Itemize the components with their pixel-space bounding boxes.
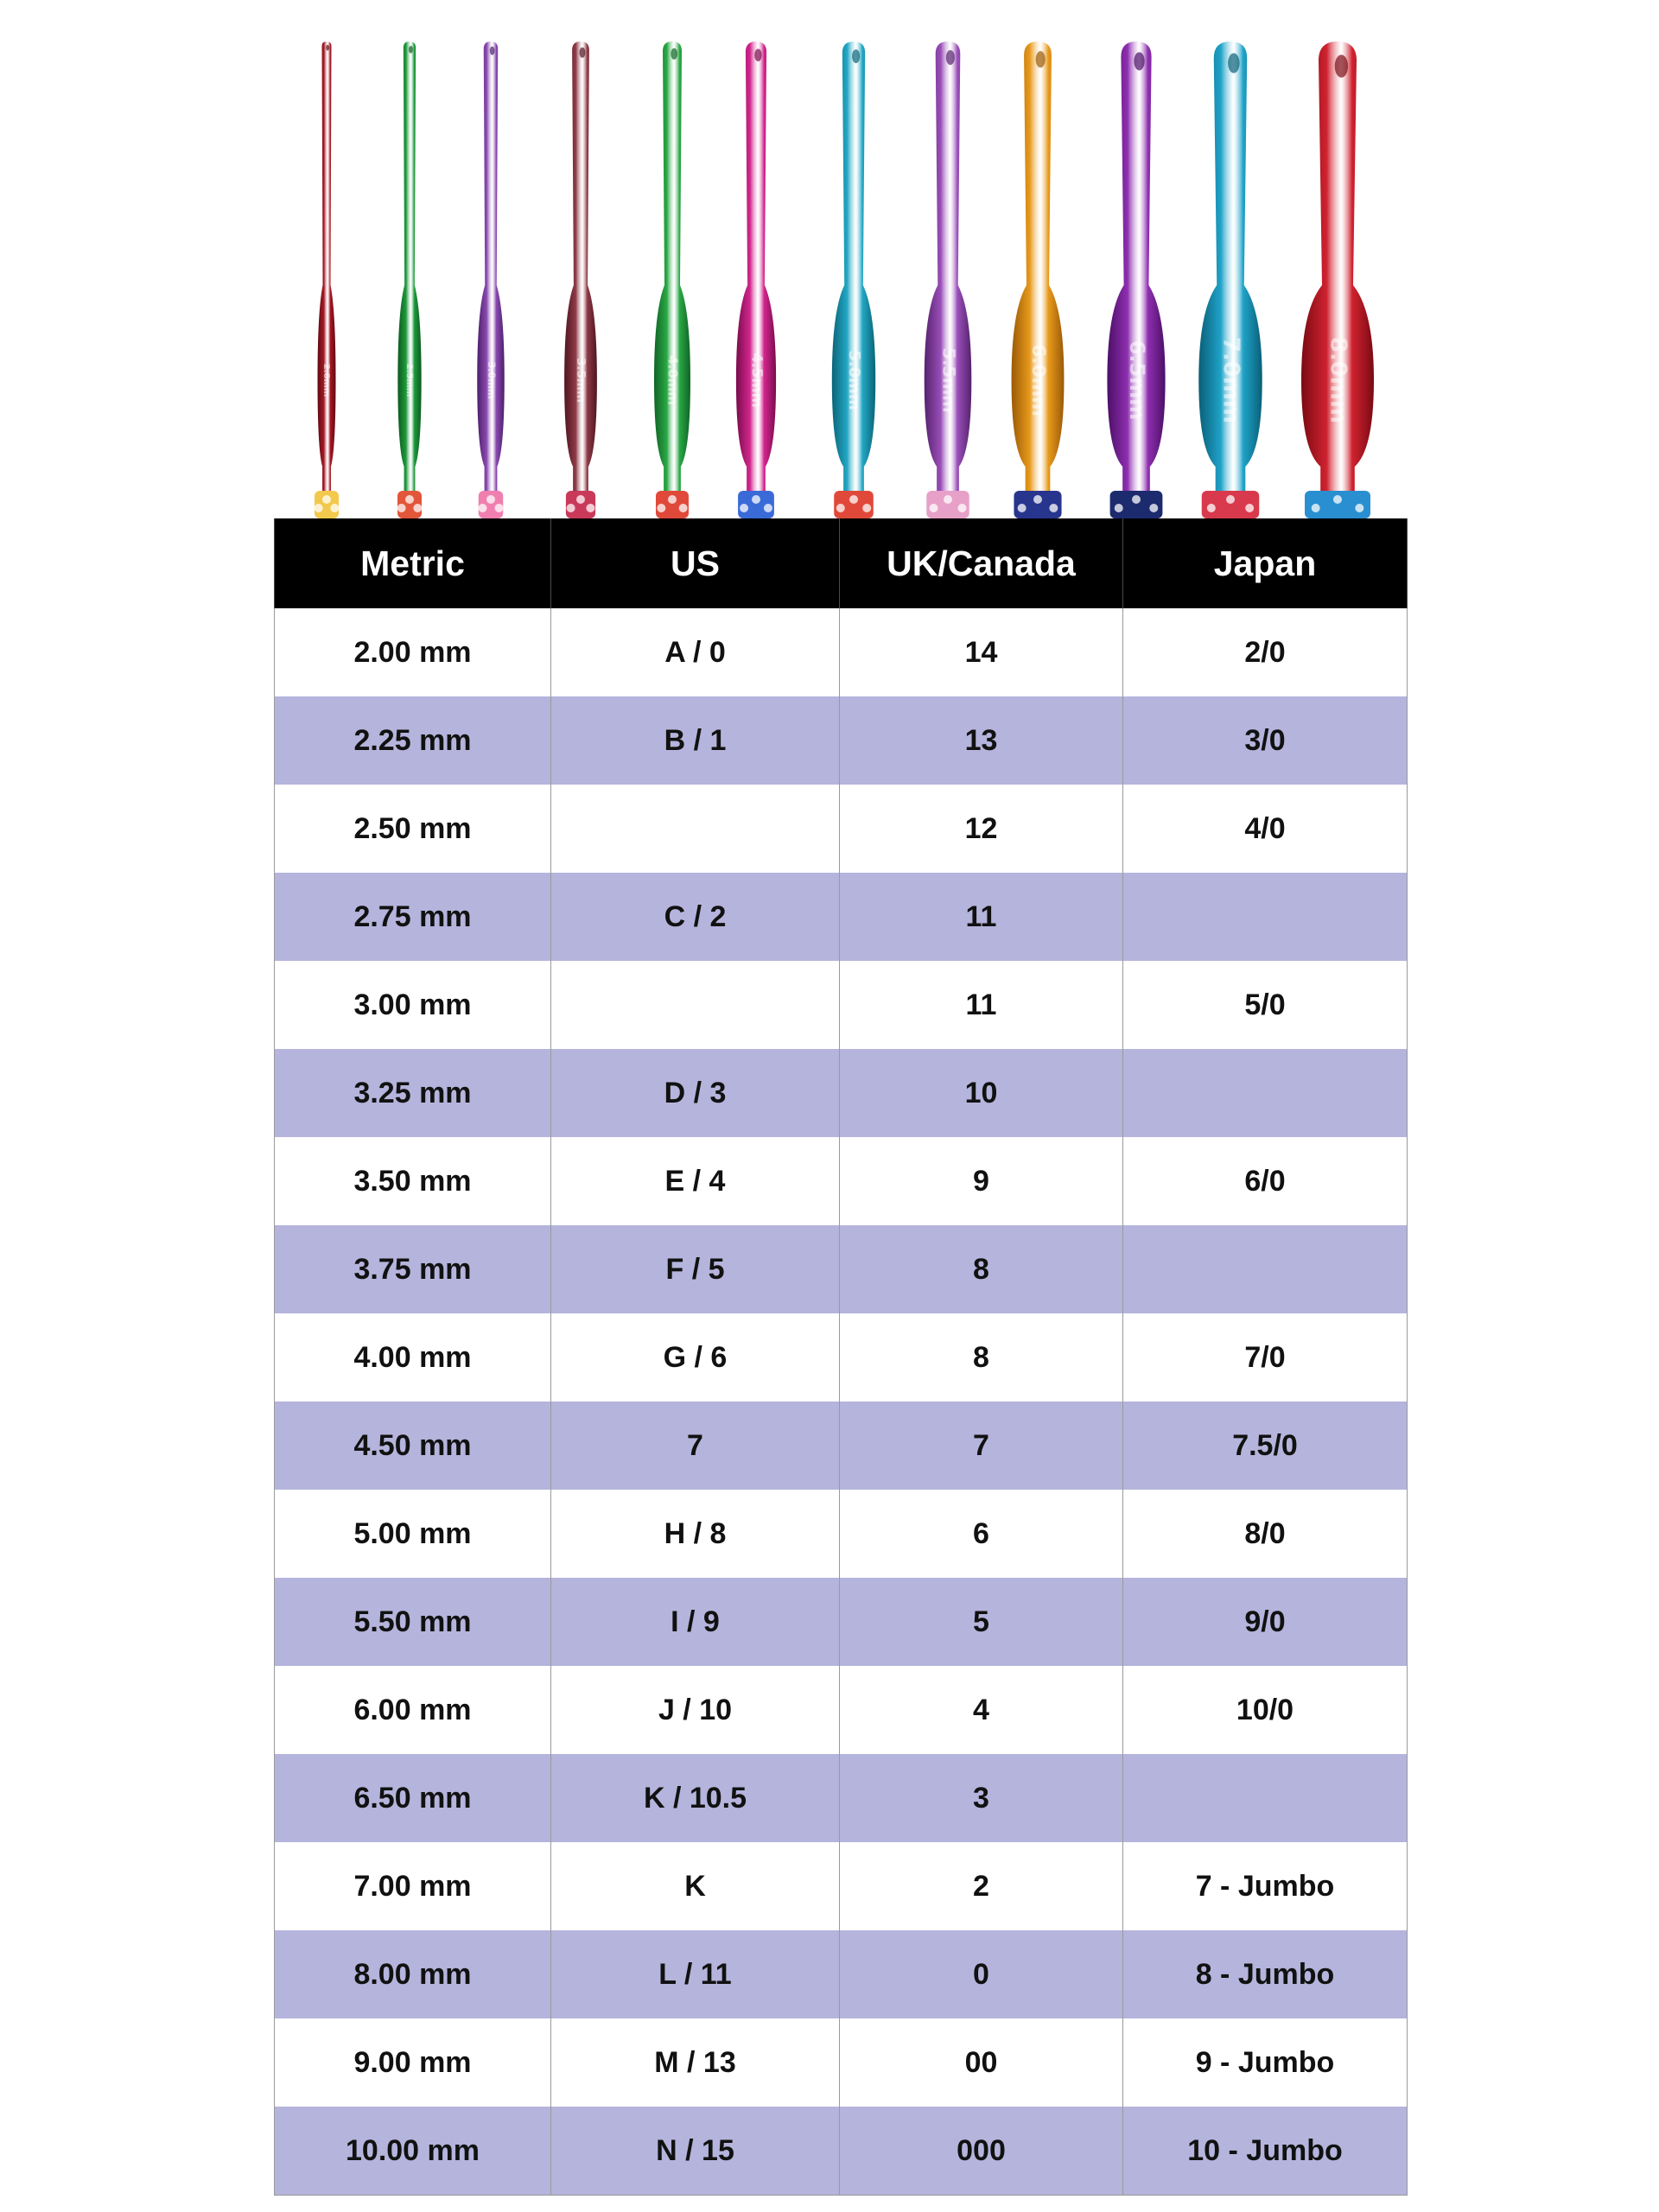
hook-throat (754, 48, 761, 61)
cell-uk-canada: 00 (840, 2018, 1123, 2107)
floral-dot (397, 504, 406, 512)
floral-dot (1115, 504, 1123, 512)
table-row (275, 1754, 1408, 1842)
hook-throat (1036, 51, 1046, 67)
cell-us (551, 785, 840, 873)
cell-japan: 10/0 (1123, 1666, 1408, 1754)
hook-size-label: 3.5mm (574, 357, 588, 404)
cell-uk-canada: 10 (840, 1049, 1123, 1137)
hook-1 (315, 41, 340, 518)
hook-throat (490, 47, 495, 55)
cell-metric: 5.00 mm (275, 1490, 551, 1578)
floral-dot (495, 504, 504, 512)
cell-uk-canada: 11 (840, 961, 1123, 1049)
cell-uk-canada: 8 (840, 1225, 1123, 1313)
cell-uk-canada: 8 (840, 1313, 1123, 1402)
cell-us: K / 10.5 (551, 1754, 840, 1842)
floral-dot (752, 495, 760, 504)
hook-size-label: 5.0mm (845, 350, 863, 410)
floral-dot (479, 504, 487, 512)
table-header (275, 518, 1408, 608)
hook-size-label: 5.5mm (938, 347, 959, 413)
hook-shaft (654, 41, 690, 499)
cell-metric: 6.50 mm (275, 1754, 551, 1842)
cell-us: N / 15 (551, 2107, 840, 2196)
cell-uk-canada: 6 (840, 1490, 1123, 1578)
table-row (275, 2018, 1408, 2107)
table-row (275, 873, 1408, 961)
hook-throat (409, 46, 413, 54)
cell-metric: 5.50 mm (275, 1578, 551, 1666)
crochet-hooks-illustration (0, 0, 1659, 518)
cell-metric: 7.00 mm (275, 1842, 551, 1930)
floral-dot (1207, 504, 1216, 512)
floral-dot (679, 504, 688, 512)
hook-10 (1107, 41, 1165, 518)
floral-dot (1033, 495, 1042, 504)
floral-dot (1355, 504, 1363, 512)
hook-6 (736, 41, 776, 518)
hook-throat (1228, 53, 1239, 73)
cell-japan: 6/0 (1123, 1137, 1408, 1225)
cell-metric: 2.50 mm (275, 785, 551, 873)
hook-shaft (925, 41, 972, 499)
cell-us: F / 5 (551, 1225, 840, 1313)
cell-us: M / 13 (551, 2018, 840, 2107)
header-us: US (551, 518, 840, 608)
hook-9 (1012, 41, 1065, 518)
cell-uk-canada: 12 (840, 785, 1123, 873)
hook-throat (671, 48, 677, 60)
floral-dot (567, 504, 575, 512)
floral-dot (576, 495, 585, 504)
cell-us: J / 10 (551, 1666, 840, 1754)
hook-size-conversion-table (274, 518, 1408, 2196)
table-row (275, 1402, 1408, 1490)
cell-metric: 4.00 mm (275, 1313, 551, 1402)
cell-uk-canada: 7 (840, 1402, 1123, 1490)
cell-metric: 2.25 mm (275, 696, 551, 785)
floral-dot (944, 495, 952, 504)
cell-uk-canada: 13 (840, 696, 1123, 785)
hook-size-label: 7.0mm (1217, 336, 1244, 424)
header-uk-canada: UK/Canada (840, 518, 1123, 608)
cell-metric: 6.00 mm (275, 1666, 551, 1754)
cell-japan: 3/0 (1123, 696, 1408, 785)
cell-japan: 7 - Jumbo (1123, 1842, 1408, 1930)
cell-uk-canada: 3 (840, 1754, 1123, 1842)
hook-size-label: 6.0mm (1027, 344, 1049, 416)
cell-metric: 3.50 mm (275, 1137, 551, 1225)
hook-shaft (397, 41, 421, 499)
hook-shaft (477, 41, 505, 499)
cell-us: A / 0 (551, 608, 840, 696)
floral-dot (486, 495, 495, 504)
table-row (275, 1930, 1408, 2018)
floral-dot (1149, 504, 1158, 512)
hook-size-label: 4.5mm (748, 353, 766, 408)
hook-shaft (1198, 41, 1262, 499)
floral-dot (1226, 495, 1235, 504)
cell-us: G / 6 (551, 1313, 840, 1402)
cell-metric: 8.00 mm (275, 1930, 551, 2018)
table-row (275, 785, 1408, 873)
floral-dot (957, 504, 966, 512)
table-body (275, 608, 1408, 2196)
table-row (275, 1137, 1408, 1225)
header-metric: Metric (275, 518, 551, 608)
table-row (275, 696, 1408, 785)
hook-size-label: 3.0mm (486, 361, 497, 399)
floral-dot (405, 495, 414, 504)
hook-7 (832, 41, 875, 518)
hook-throat (1335, 54, 1348, 77)
cell-metric: 2.75 mm (275, 873, 551, 961)
table-row (275, 1225, 1408, 1313)
cell-japan: 4/0 (1123, 785, 1408, 873)
hook-throat (326, 45, 329, 51)
cell-uk-canada: 9 (840, 1137, 1123, 1225)
hook-size-label: 8.0mm (1325, 336, 1351, 424)
cell-uk-canada: 000 (840, 2107, 1123, 2196)
hook-size-label: 2.5mm (404, 363, 414, 397)
cell-uk-canada: 0 (840, 1930, 1123, 2018)
cell-japan: 9 - Jumbo (1123, 2018, 1408, 2107)
cell-metric: 3.00 mm (275, 961, 551, 1049)
floral-dot (1312, 504, 1320, 512)
hook-3 (477, 41, 505, 518)
floral-dot (315, 504, 323, 512)
hook-shaft (564, 41, 597, 499)
hook-throat (946, 50, 955, 65)
header-japan: Japan (1123, 518, 1408, 608)
floral-dot (849, 495, 858, 504)
floral-dot (740, 504, 748, 512)
cell-us: I / 9 (551, 1578, 840, 1666)
cell-japan: 8 - Jumbo (1123, 1930, 1408, 2018)
cell-us: D / 3 (551, 1049, 840, 1137)
cell-japan (1123, 873, 1408, 961)
hook-4 (564, 41, 597, 518)
cell-japan: 10 - Jumbo (1123, 2107, 1408, 2196)
cell-us: H / 8 (551, 1490, 840, 1578)
table-row (275, 1578, 1408, 1666)
table-row (275, 961, 1408, 1049)
hook-8 (925, 41, 972, 518)
floral-dot (413, 504, 422, 512)
floral-dot (586, 504, 594, 512)
hook-throat (1134, 52, 1144, 70)
hook-shaft (736, 41, 776, 499)
cell-japan: 9/0 (1123, 1578, 1408, 1666)
cell-uk-canada: 5 (840, 1578, 1123, 1666)
cell-japan: 7/0 (1123, 1313, 1408, 1402)
table-row (275, 1666, 1408, 1754)
floral-dot (1049, 504, 1058, 512)
cell-metric: 10.00 mm (275, 2107, 551, 2196)
cell-metric: 4.50 mm (275, 1402, 551, 1490)
hook-size-label: 2.0mm (321, 363, 331, 397)
cell-us: C / 2 (551, 873, 840, 961)
cell-us: B / 1 (551, 696, 840, 785)
floral-dot (1132, 495, 1141, 504)
table-row (275, 1049, 1408, 1137)
cell-japan (1123, 1225, 1408, 1313)
hook-shaft (1107, 41, 1165, 499)
cell-us: 7 (551, 1402, 840, 1490)
cell-japan: 5/0 (1123, 961, 1408, 1049)
table-row (275, 2107, 1408, 2196)
hook-5 (654, 41, 690, 518)
cell-metric: 9.00 mm (275, 2018, 551, 2107)
cell-uk-canada: 2 (840, 1842, 1123, 1930)
hook-size-label: 6.5mm (1125, 340, 1149, 421)
floral-dot (862, 504, 871, 512)
hook-shaft (318, 41, 336, 499)
cell-uk-canada: 14 (840, 608, 1123, 696)
cell-us: K (551, 1842, 840, 1930)
cell-metric: 3.25 mm (275, 1049, 551, 1137)
cell-japan: 8/0 (1123, 1490, 1408, 1578)
cell-uk-canada: 4 (840, 1666, 1123, 1754)
floral-dot (1018, 504, 1027, 512)
floral-dot (764, 504, 772, 512)
floral-dot (668, 495, 677, 504)
hook-11 (1198, 41, 1262, 518)
floral-dot (330, 504, 339, 512)
floral-dot (1245, 504, 1254, 512)
hook-shaft (1012, 41, 1065, 499)
floral-dot (1333, 495, 1342, 504)
cell-japan (1123, 1754, 1408, 1842)
table-row (275, 1490, 1408, 1578)
table-row (275, 1842, 1408, 1930)
cell-uk-canada: 11 (840, 873, 1123, 961)
hook-size-label: 4.0mm (664, 355, 681, 405)
hook-throat (852, 49, 860, 63)
header-row (275, 518, 1408, 608)
cell-metric: 3.75 mm (275, 1225, 551, 1313)
cell-japan: 7.5/0 (1123, 1402, 1408, 1490)
hook-throat (580, 48, 586, 58)
floral-dot (322, 495, 331, 504)
cell-us (551, 961, 840, 1049)
cell-metric: 2.00 mm (275, 608, 551, 696)
hook-shaft (1301, 41, 1374, 499)
floral-dot (657, 504, 665, 512)
table-row (275, 608, 1408, 696)
floral-dot (836, 504, 845, 512)
cell-japan (1123, 1049, 1408, 1137)
hook-2 (397, 41, 423, 518)
floral-dot (930, 504, 938, 512)
cell-japan: 2/0 (1123, 608, 1408, 696)
hook-12 (1301, 41, 1374, 518)
cell-us: E / 4 (551, 1137, 840, 1225)
cell-us: L / 11 (551, 1930, 840, 2018)
hook-shaft (832, 41, 875, 499)
table-row (275, 1313, 1408, 1402)
